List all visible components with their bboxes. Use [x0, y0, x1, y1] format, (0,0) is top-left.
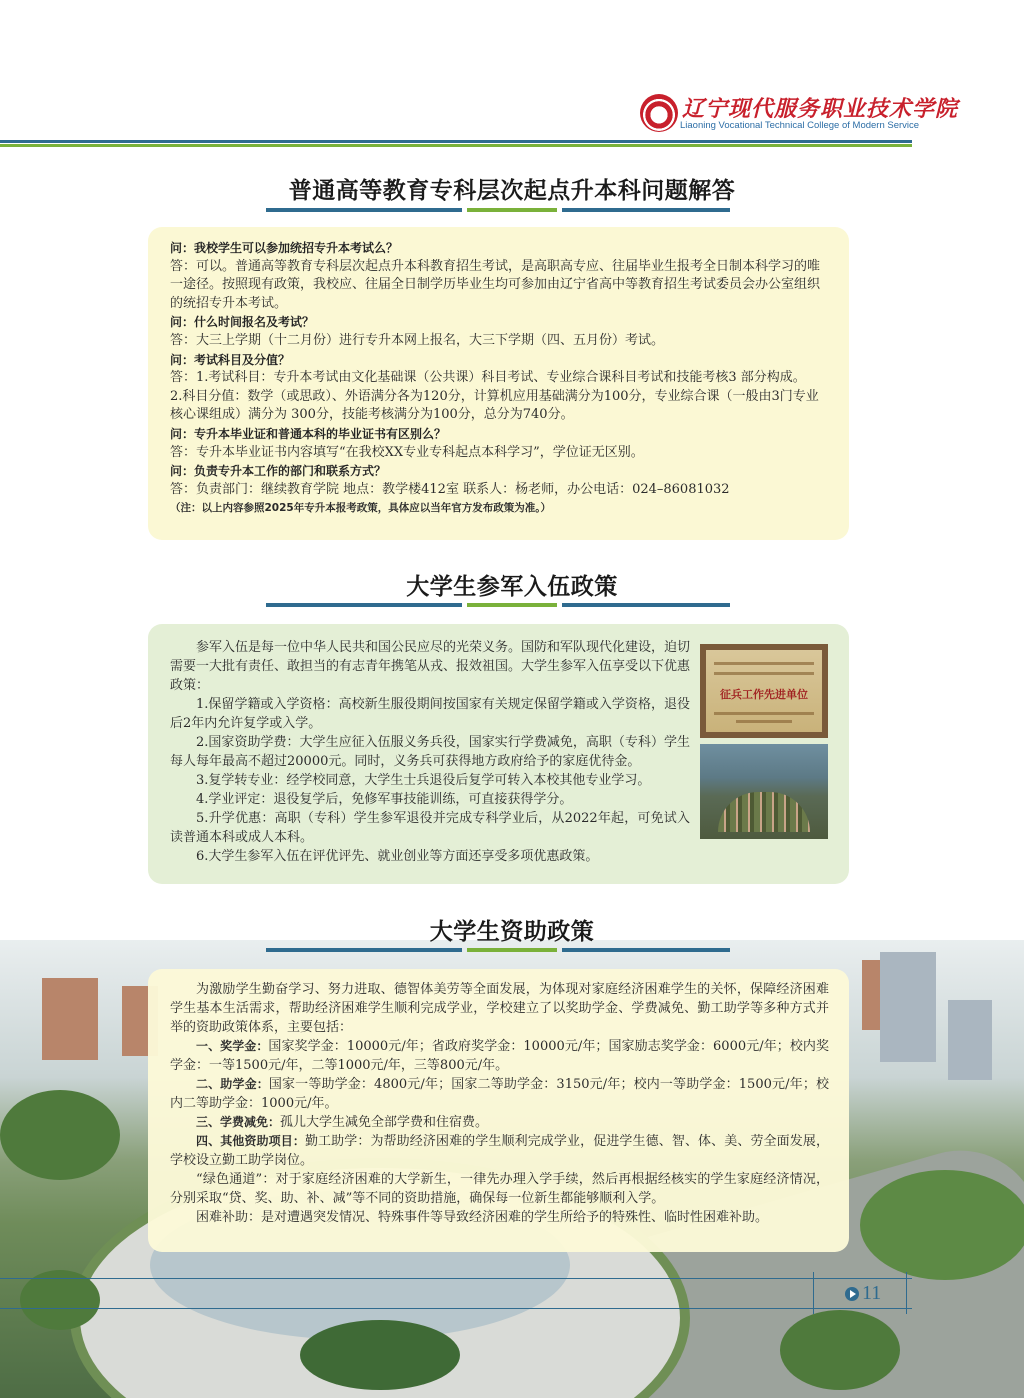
- qa-answer: 答：大三上学期（十二月份）进行专升本网上报名，大三下学期（四、五月份）考试。: [170, 332, 665, 348]
- aid-text: 孤儿大学生减免全部学费和住宿费。: [280, 1115, 489, 1130]
- qa-question: 问：什么时间报名及考试？: [170, 315, 315, 330]
- recruits-group-photo: [700, 744, 828, 839]
- footer-divider: [906, 1272, 907, 1314]
- recruits-crowd: [718, 792, 810, 832]
- college-logo: [640, 92, 959, 140]
- qa-question: 问：专升本毕业证和普通本科的毕业证书有区别么？: [170, 426, 447, 441]
- policy-paragraph: 5.升学优惠：高职（专科）学生参军退役并完成专科学业后，从2022年起，可免试入读普通本科或成人本科。: [170, 811, 690, 845]
- tree: [0, 1090, 120, 1180]
- aid-text: 困难补助：是对遭遇突发情况、特殊事件等导致经济困难的学生所给予的特殊性、临时性困难补助。: [196, 1210, 769, 1225]
- footer-rule: [0, 1278, 912, 1279]
- building: [880, 952, 936, 1062]
- policy-paragraph: 1.保留学籍或入学资格：高校新生服役期间按国家有关规定保留学籍或入学资格，退役后2年内允许复学或入学。: [170, 697, 690, 731]
- qa-answer: 2.科目分值：数学（或思政）、外语满分各为120分，计算机应用基础满分为100分，专业综合课（一般由3门专业核心课组成）满分为 300分，技能考核满分为100分，总分为740分。: [170, 388, 819, 423]
- qa-answer: 答：1.考试科目：专升本考试由文化基础课（公共课）科目考试、专业综合课科目考试和技能考核3 部分构成。: [170, 370, 806, 386]
- tree: [300, 1320, 460, 1390]
- qa-answer: 答：专升本毕业证书内容填写“在我校XX专业专科起点本科学习”，学位证无区别。: [170, 444, 644, 460]
- title-rule: [562, 208, 730, 212]
- qa-note: （注：以上内容参照2025年专升本报考政策，具体应以当年官方发布政策为准。）: [170, 502, 551, 515]
- policy-paragraph: 3.复学转专业：经学校同意，大学生士兵退役后复学可转入本校其他专业学习。: [196, 773, 651, 788]
- aid-paragraph: [170, 1208, 829, 1227]
- header-rule-blue: [0, 140, 912, 143]
- aid-text: 勤工助学：为帮助经济困难的学生顺利完成学业，促进学生德、智、体、美、劳全面发展，学校设立勤工助学岗位。: [170, 1134, 829, 1168]
- aid-heading: 三、学费减免：: [196, 1115, 281, 1129]
- section-title-military-policy: 大学生参军入伍政策: [406, 573, 618, 600]
- plaque-text-line: [714, 712, 814, 715]
- header-rule-green: [0, 144, 912, 147]
- title-rule: [467, 948, 557, 952]
- award-plaque-photo: [700, 644, 828, 738]
- aid-heading: 一、奖学金：: [196, 1039, 269, 1053]
- aid-paragraph: [170, 1132, 829, 1170]
- upgrade-qa-box: [148, 227, 849, 540]
- policy-paragraph: 2.国家资助学费：大学生应征入伍服义务兵役，国家实行学费减免，高职（专科）学生每人每年最高不超过20000元。同时，义务兵可获得地方政府给予的家庭优待金。: [170, 735, 690, 769]
- tree: [780, 1310, 900, 1390]
- qa-question: 问：我校学生可以参加统招专升本考试么？: [170, 241, 399, 255]
- military-policy-box: [148, 624, 849, 884]
- qa-answer: 答：可以。普通高等教育专科层次起点升本科教育招生考试，是高职高专应、往届毕业生报考全日制本科学习的唯一途径。按照现有政策，我校应、往届全日制学历毕业生均可参加由辽宁省高中等教育招生考试委员会办公室组织的统招专升本考试。: [170, 258, 821, 311]
- aid-paragraph: [170, 1113, 829, 1132]
- plaque-text-line: [714, 672, 814, 675]
- aid-text: 国家一等助学金：4800元/年；国家二等助学金：3150元/年；校内一等助学金：1500元/年；校内二等助学金：1000元/年。: [170, 1077, 829, 1111]
- section-title-financial-aid: 大学生资助政策: [429, 918, 595, 945]
- plaque-title: 征兵工作先进单位: [720, 688, 808, 701]
- college-name-en: Liaoning Vocational Technical College of Modern Service: [680, 120, 920, 131]
- aid-heading: 四、其他资助项目：: [196, 1134, 305, 1148]
- aid-text: “绿色通道”：对于家庭经济困难的大学新生，一律先办理入学手续，然后再根据经核实的学生家庭经济情况，分别采取“贷、奖、助、补、减”等不同的资助措施，确保每一位新生都能够顺利入学。: [170, 1172, 829, 1206]
- title-rule: [467, 208, 557, 212]
- footer-divider: [813, 1272, 814, 1314]
- college-name-cn: 辽宁现代服务职业技术学院: [682, 96, 959, 122]
- tree: [860, 1170, 1024, 1280]
- page-number: 11: [862, 1282, 882, 1304]
- qa-answer: 答：负责部门：继续教育学院 地点：教学楼412室 联系人：杨老师，办公电话：024–86081032: [170, 481, 730, 497]
- title-rule: [266, 208, 462, 212]
- title-rule: [562, 948, 730, 952]
- footer-rule: [0, 1308, 912, 1309]
- section-title-upgrade-qa: 普通高等教育专科层次起点升本科问题解答: [288, 177, 736, 204]
- aid-paragraph: [170, 1037, 829, 1075]
- plaque-text-line: [736, 720, 792, 723]
- building: [862, 960, 880, 1030]
- title-rule: [266, 948, 462, 952]
- military-policy-text: [170, 638, 690, 866]
- title-rule: [266, 603, 462, 607]
- policy-paragraph: 参军入伍是每一位中华人民共和国公民应尽的光荣义务。国防和军队现代化建设，迫切需要一大批有责任、敢担当的有志青年携笔从戎、报效祖国。大学生参军入伍享受以下优惠政策：: [170, 640, 691, 693]
- qa-question: 问：考试科目及分值？: [170, 352, 291, 367]
- building: [42, 978, 98, 1060]
- aid-text: 为激励学生勤奋学习、努力进取、德智体美劳等全面发展，为体现对家庭经济困难学生的关怀，保障经济困难学生基本生活需求，帮助经济困难学生顺利完成学业，学校建立了以奖助学金、学费减免、勤工助学等多种方式并举的资助政策体系，主要包括：: [170, 982, 829, 1035]
- financial-aid-box: [148, 969, 849, 1252]
- policy-paragraph: 4.学业评定：退役复学后，免修军事技能训练，可直接获得学分。: [196, 792, 573, 807]
- college-emblem-icon: [640, 94, 678, 132]
- page-arrow-icon: [845, 1287, 859, 1301]
- aid-paragraph: [170, 1075, 829, 1113]
- qa-question: 问：负责专升本工作的部门和联系方式？: [170, 464, 387, 479]
- aid-paragraph: [170, 980, 829, 1037]
- plaque-text-line: [714, 662, 814, 665]
- building: [948, 1000, 992, 1080]
- aid-heading: 二、助学金：: [196, 1077, 269, 1091]
- title-rule: [562, 603, 730, 607]
- award-plaque: [706, 650, 822, 732]
- tree: [20, 1270, 100, 1330]
- title-rule: [467, 603, 557, 607]
- aid-text: 国家奖学金：10000元/年；省政府奖学金：10000元/年；国家励志奖学金：6000元/年；校内奖学金：一等1500元/年，二等1000元/年，三等800元/年。: [170, 1039, 829, 1073]
- aid-paragraph: [170, 1170, 829, 1208]
- policy-paragraph: 6.大学生参军入伍在评优评先、就业创业等方面还享受多项优惠政策。: [196, 849, 599, 864]
